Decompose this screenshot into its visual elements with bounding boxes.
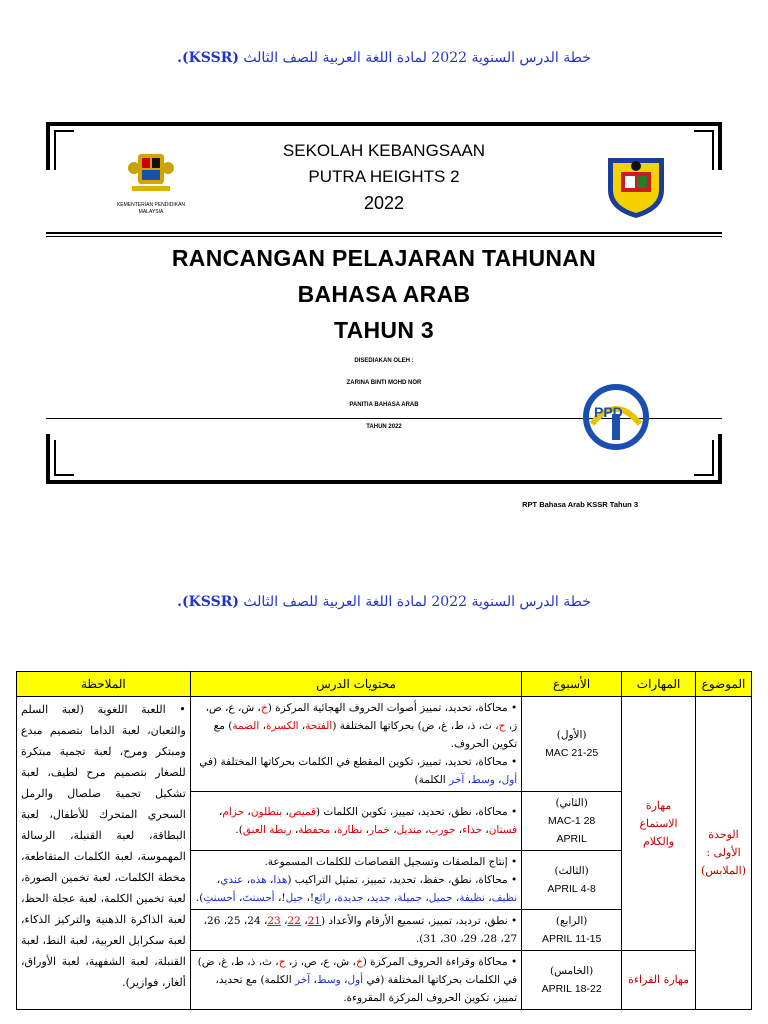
table-row [17, 697, 752, 792]
document-heading-second [0, 594, 768, 610]
week-label: (الرابع) [555, 915, 588, 927]
content-line: • إنتاج الملصقات وتسجيل القصاصات للكلمات المسموعة. [264, 856, 518, 868]
week-label: (الأول) [556, 729, 587, 741]
school-line2: PUTRA HEIGHTS 2 [308, 167, 460, 186]
content-line: • محاكاة، تحديد، تمييز، تكوين المقطع في الكلمات بحركاتها المختلفة (في أول، وسط، آخر الكلمة) [199, 756, 518, 786]
heading-text: خطة الدرس السنوية 2022 لمادة اللغة العربية للصف الثالث [243, 594, 591, 610]
skill-listening-cell [622, 697, 696, 951]
week-cell [522, 951, 622, 1010]
notes-text: • اللعبة اللغوية (لعبة السلم والثعبان، لعبة الداما بتصميم مبدع ومبتكر ومرح، لعبة تجمية مبتكرة للصغار بتصميم مرح لطيف، لعبة تشكيل تجمية صلصال والرمل السحري المتحرك للأطفال، لعبة البطاقة، لعبة القنبلة، الرسالة المهموسة، لعبة الكلمات المتقاطعة، مخطة الكلمات، لعبة تخمين الصورة، لعبة تخمين الكلمة، لعبة عجلة الحظ، لعبة الذاكرة الذهنية والتركيز الذكاء، لعبة سكرابل العربية، لعبة النط، لعبة القنبلة، لعبة الشفهية، لعبة الأوراق، ألغاز، فوازير). [21, 703, 186, 989]
skill-reading-cell [622, 951, 696, 1010]
content-line: • نطق، ترديد، تمييز، تسميع الأرقام والأعداد (21، 22، 23، 24، 25، 26، 27، 28، 29، 30، 31). [203, 915, 518, 945]
header-notes: الملاحظة [17, 672, 191, 697]
week-cell [522, 910, 622, 951]
rpt-footer-tag: RPT Bahasa Arab KSSR Tahun 3 [522, 500, 638, 509]
table-header-row [17, 672, 752, 697]
plan-title-block [0, 240, 768, 348]
week-dates-2: APRIL [556, 833, 587, 845]
header-week: الأسبوع [522, 672, 622, 697]
week-label: (الثالث) [554, 865, 589, 877]
ministry-name-line2: MALAYSIA [138, 209, 164, 215]
tahun-label: TAHUN 2022 [366, 424, 402, 430]
week-cell [522, 792, 622, 851]
school-year: 2022 [363, 193, 405, 213]
week-cell [522, 697, 622, 792]
heading-code: (KSSR). [177, 594, 239, 610]
header-skills: المهارات [622, 672, 696, 697]
topic-text: الوحدة الأولى : (الملابس) [701, 828, 746, 877]
ppd-text: PPD [594, 404, 623, 420]
week-dates: 18-22 APRIL [541, 983, 602, 995]
week-label: (الثاني) [555, 797, 588, 809]
week-cell [522, 851, 622, 910]
school-name-block [0, 138, 768, 216]
plan-title-line3: TAHUN 3 [333, 317, 435, 343]
prepared-by-label: DISEDIAKAN OLEH : [354, 358, 414, 364]
week-dates: 4-8 APRIL [547, 883, 596, 895]
week-label: (الخامس) [549, 965, 594, 977]
content-cell [190, 910, 521, 951]
content-line: • محاكاة، نطق، تحديد، تمييز، تكوين الكلمات (قميص، بنطلون، حزام، فستان، حذاء، جورب، منديل، خمار، نظارة، محفظة، ربطة العنق). [218, 806, 518, 836]
content-cell [190, 792, 521, 851]
ppd-logo [578, 384, 654, 450]
notes-cell [17, 697, 191, 1010]
topic-cell [696, 697, 752, 1010]
school-line1: SEKOLAH KEBANGSAAN [282, 141, 486, 160]
panel-name: PANITIA BAHASA ARAB [349, 402, 419, 408]
teacher-name: ZARINA BINTI MOHD NOR [346, 380, 422, 386]
content-line: • محاكاة، نطق، حفظ، تحديد، تمييز، تمثيل التراكيب (هذا، هذه، عندي، نظيف، نظيفة، جميل، جميلة، جديد، جديدة، رائع!، جيل!، أحسنتَ، أحسنتِ). [195, 874, 518, 904]
plan-title-line2: BAHASA ARAB [297, 281, 471, 307]
skill-reading-text: مهارة القراءة [628, 973, 689, 986]
lesson-plan-table [16, 671, 752, 1010]
content-line: • محاكاة وقراءة الحروف المركزة (خ، ش، ع، ص، ز، ح، ث، ذ، ط، غ، ض) في الكلمات بحركاتها المختلفة (في أول، وسط، آخر الكلمة) مع تحديد، تمييز، تكوين الحروف المركزة المقروءة. [197, 956, 518, 1004]
skill-listening-text: مهارة الاستماع والكلام [639, 798, 678, 848]
content-line: • محاكاة، تحديد، تمييز أصوات الحروف الهجائية المركزة (خ، ش، ع، ص، ز، ح، ث، ذ، ط، غ، ض) بحركاتها المختلفة (الفتحة، الكسرة، الضمة) مع تكوين الحروف. [205, 702, 518, 750]
ministry-name-line1: KEMENTERIAN PENDIDIKAN [116, 202, 186, 208]
content-cell [190, 951, 521, 1010]
header-content: محتويات الدرس [190, 672, 521, 697]
week-dates: 21-25 MAC [545, 747, 599, 759]
heading-text: خطة الدرس السنوية 2022 لمادة اللغة العربية للصف الثالث [243, 50, 591, 66]
week-dates: 11-15 APRIL [541, 933, 602, 945]
content-cell [190, 851, 521, 910]
header-topic: الموضوع [696, 672, 752, 697]
heading-code: (KSSR). [177, 50, 239, 66]
plan-title-line1: RANCANGAN PELAJARAN TAHUNAN [171, 245, 597, 271]
week-dates: 28 MAC-1 [547, 815, 596, 827]
content-cell [190, 697, 521, 792]
document-heading-top [0, 50, 768, 66]
